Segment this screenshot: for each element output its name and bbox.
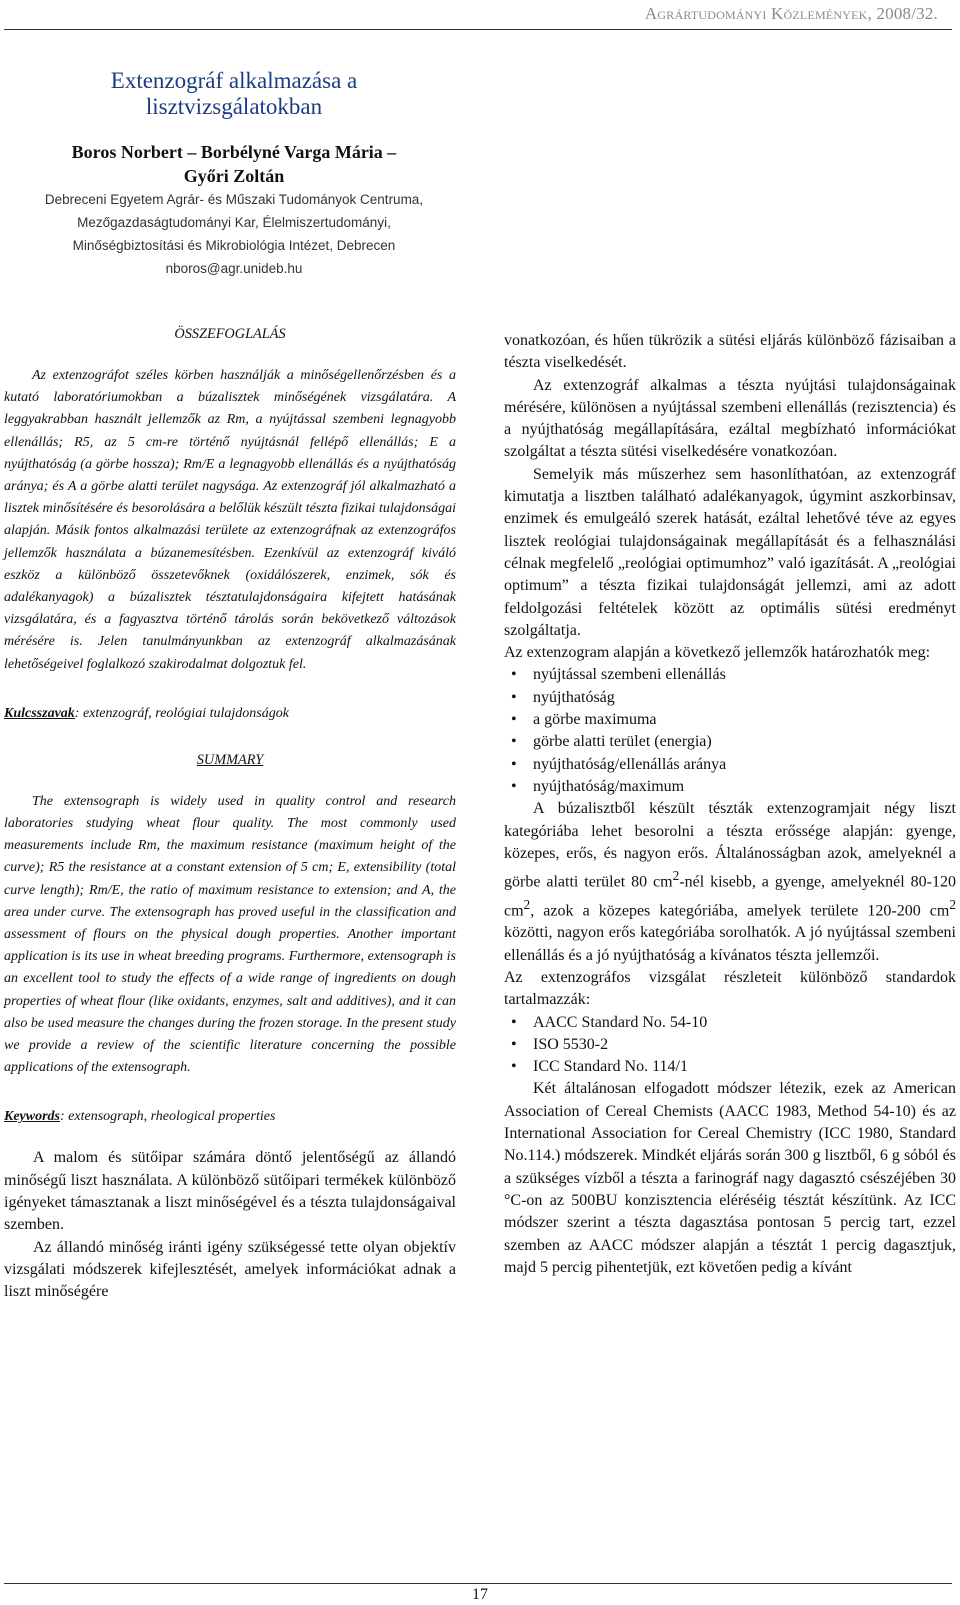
summary-text: The extensograph is widely used in quality control and research laboratories studying wheat flour quality. The most commonly used measurements include Rm, the maximum resistance (maximum height of the curve); R5 the resistance at a constant extension of 5 cm; E, extensibility (total curve length); Rm/E, the ratio of maximum resistance to extension; and A, the area under curve. The extensograph has proved useful in the classification and assessment of flours on the physical dough properties. Another important application is its use in wheat breeding programs. Furthermore, extensograph is an excellent tool to study the effects of a wide range of ingredients on dough properties of wheat flour (like oxidants, enzymes, salt and additives), and it can also be used measure the changes during the frozen storage. In the present study we provide a review of the scientific literature concerning the possible applications of the extensograph. [4,793,456,1076]
body-paragraph: A malom és sütőipar számára döntő jelentőségű az állandó minőségű liszt használata. A különböző sütőipari termékek különböző igényeket támasztanak a liszt minőségével és a tészta tulajdonságaival szemben. [4,1149,456,1234]
list-item: • nyújthatóság/maximum [504,776,956,798]
text-run: -nél kisebb, a gyenge, amelyeknél 80-120 cm [504,873,956,920]
keywords-label: Keywords [4,1109,60,1125]
authors-line: Győri Zoltán [183,166,285,186]
list-item: • ICC Standard No. 114/1 [504,1056,956,1078]
list-item: • a görbe maximuma [504,709,956,731]
kulcsszavak-label: Kulcsszavak [4,705,75,721]
keywords-text: : extensograph, rheological properties [60,1109,276,1125]
list-item: • nyújthatóság [504,687,956,709]
title-line: lisztvizsgálatokban [145,94,323,119]
text-run: , azok a közepes kategóriába, amelyek területe 120-200 cm [530,902,950,920]
body-paragraph: vonatkozóan, és hűen tükrözik a sütési eljárás különböző fázisaiban a tészta viselkedését. [504,332,956,372]
list-item: • ISO 5530-2 [504,1034,956,1056]
list-item: • AACC Standard No. 54-10 [504,1012,956,1034]
kulcsszavak [4,706,456,722]
body-paragraph: Két általánosan elfogadott módszer létezik, ezek az American Association of Cereal Chemists (AACC 1983, Method 54-10) és az International Association for Cereal Chemistry (ICC 1980, Standard No.114.) módszerek. Mindkét eljárás során 300 g lisztből, 6 g sóból és a szükséges vízből a tészta a farinográf nagy dagasztó csészéjében 30 °C-on az 500BU konzisztencia eléréséig tésztát készítünk. Az ICC módszer szerint a tészta dagasztása pontosan 5 percig tart, ezzel szemben az AACC módszer alapján a tésztát 1 percig dagasztjuk, majd 5 percig pihentetjük, ezt követően pedig a kívánt [504,1080,956,1276]
affiliation-line: Debreceni Egyetem Agrár- és Műszaki Tudományok Centruma, [44,192,424,207]
kulcsszavak-text: : extenzográf, reológiai tulajdonságok [74,705,289,721]
superscript: 2 [949,896,956,912]
list-item: • görbe alatti terület (energia) [504,731,956,753]
header-rule [4,29,952,30]
running-head: Agrártudományi Közlemények, 2008/32. [644,4,938,23]
standards-list [504,1012,956,1079]
list-item: • nyújtással szembeni ellenállás [504,664,956,686]
affiliation [0,188,468,280]
property-list [504,664,956,798]
superscript: 2 [523,896,531,912]
title-line: Extenzográf alkalmazása a [110,68,358,93]
keywords [4,1109,456,1125]
osszefoglalas-text: Az extenzográfot széles körben használják a minőségellenőrzésben és a kutató laboratóriumokban a búzalisztek minőségének vizsgálatára. A leggyakrabban használt jellemzők az Rm, a nyújtással szembeni legnagyobb ellenállás; R5, az 5 cm-re történő nyújtásnál fellépő ellenállás; E a nyújthatóság (a görbe hossza); Rm/E a legnagyobb ellenállás és a nyújthatóság aránya; és A a görbe alatti terület nagysága. Az extenzográf jól alkalmazható a lisztek minősítésére és besorolására a belőlük készült tészta fizikai tulajdonságai alapján. Másik fontos alkalmazási területe az extenzográfnak az extenzográfos jellemzők használata a búzanemesítésben. Ezenkívül az extenzográf kiváló eszköz a különböző összetevőknek (oxidálószerek, enzimek, sók és adalékanyagok) a búzalisztek tésztatulajdonságaira kifejtett hatásának vizsgálatára, és a fagyasztva történő tárolás során bekövetkező változások mérésére is. Jelen tanulmányunkban az extenzográf alkalmazásának lehetőségeivel foglalkozó szakirodalmat dolgoztuk fel. [4,368,456,672]
body-paragraph [504,798,956,967]
body-paragraph: Az extenzográf alkalmas a tészta nyújtási tulajdonságainak mérésére, különösen a nyújtással szembeni ellenállás (rezisztencia) és a nyújthatóság megállapítására, ezáltal megbízható információkat szolgáltat a tészta sütési viselkedésére vonatkozóan. [504,376,956,461]
left-column [4,326,456,1304]
osszefoglalas-heading: ÖSSZEFOGLALÁS [174,326,286,342]
text-run: közötti, nagyon erős kategóriába sorolhatók. A jó nyújtással szembeni ellenállás és a jó nyújthatóság a kívánatos tészta jellemzői. [504,924,956,964]
authors [0,140,468,188]
body-paragraph: Az extenzogram alapján a következő jellemzők határozhatók meg: [504,644,931,662]
authors-line: Boros Norbert – Borbélyné Varga Mária – [71,142,397,162]
summary-heading: SUMMARY [196,751,264,768]
author-email[interactable]: nboros@agr.unideb.hu [165,261,303,276]
body-paragraph: Semelyik más műszerhez sem hasonlíthatóan, az extenzográf kimutatja a lisztben található adalékanyagok, úgymint aszkorbinsav, enzimek és emulgeáló szerek hatását, ezáltal lehetővé téve az egyes lisztek reológiai tulajdonságainak megállapítását és a felhasználási célnak megfelelő „reológiai optimumhoz” való igazítását. A „reológiai optimum” a tészta fizikai tulajdonságát jellemzi, ami az adott feldolgozási feltételek között az optimális sütési eredményt szolgáltatja. [504,465,956,639]
superscript: 2 [672,868,680,884]
article-title [0,68,468,120]
text-run: A búzalisztből készült tészták extenzogramjait négy liszt kategóriába lehet besorolni a tészta erőssége alapján: gyenge, közepes, erős, és nagyon erős. Általánosságban azok, amelyeknél a görbe alatti terület 80 cm [504,800,956,891]
right-column [504,330,956,1279]
list-item: • nyújthatóság/ellenállás aránya [504,754,956,776]
affiliation-line: Minőségbiztosítási és Mikrobiológia Intézet, Debrecen [72,238,396,253]
page-number: 17 [472,1586,488,1603]
body-paragraph: Az extenzográfos vizsgálat részleteit különböző standardok tartalmazzák: [504,968,956,1009]
footer-rule [4,1583,952,1584]
affiliation-line: Mezőgazdaságtudományi Kar, Élelmiszertudományi, [77,215,391,230]
body-paragraph: Az állandó minőség iránti igény szükségessé tette olyan objektív vizsgálati módszerek kifejlesztését, amelyek információkat adnak a liszt minőségére [4,1238,456,1301]
